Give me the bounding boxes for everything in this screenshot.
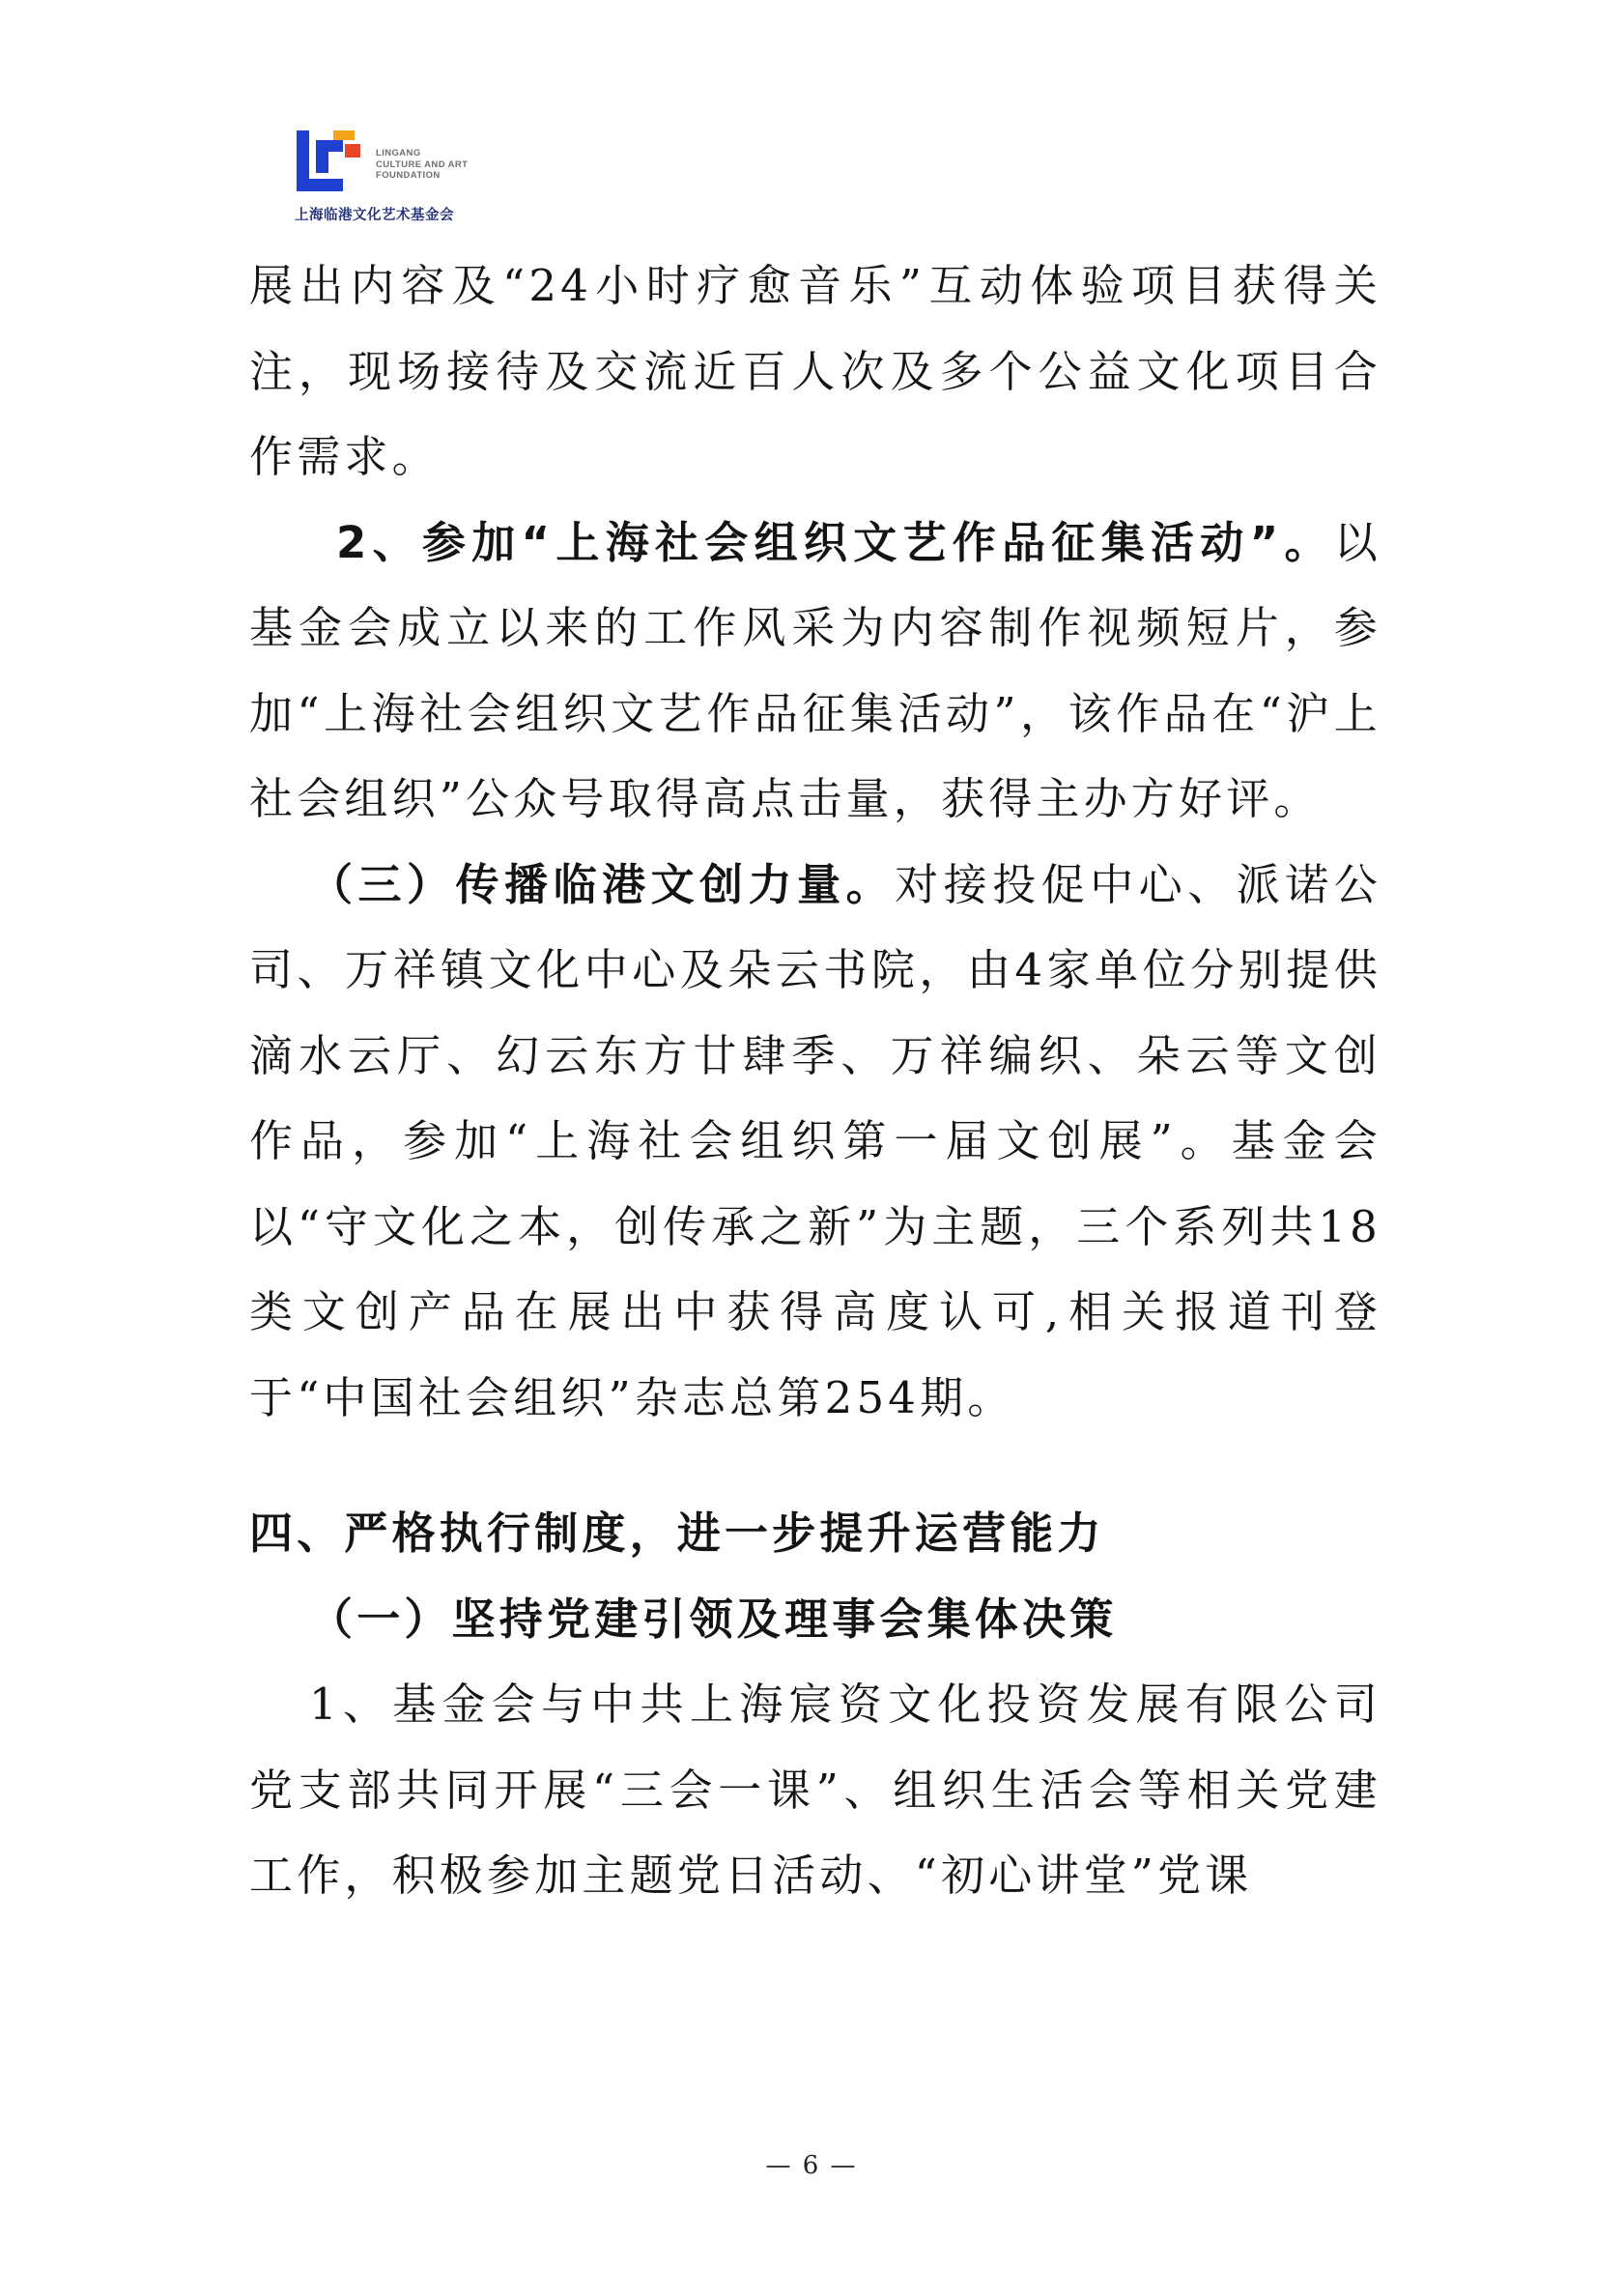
- paragraph-cultural-creative: [249, 843, 1381, 1442]
- logo-chinese-name: 上海临港文化艺术基金会: [295, 208, 454, 223]
- item-title-cultural-creative: （三）传播临港文创力量。: [309, 858, 896, 910]
- logo-english-name: [376, 148, 468, 182]
- document-body: [249, 244, 1381, 1919]
- subsection-heading-4-1: （一）坚持党建引领及理事会集体决策: [309, 1593, 1118, 1645]
- lc-logo-icon: [297, 130, 364, 192]
- paragraph-exhibition-result: 展出内容及“24小时疗愈音乐”互动体验项目获得关注，现场接待及交流近百人次及多个公益文化项目合作需求。: [249, 260, 1381, 482]
- item-title-video-collection: 2、参加“上海社会组织文艺作品征集活动”。: [336, 516, 1334, 568]
- logo-en-line: CULTURE AND ART: [376, 158, 469, 170]
- page-number: — 6 —: [765, 2151, 858, 2180]
- logo-en-line: LINGANG: [376, 148, 421, 158]
- section-heading-4: 四、严格执行制度，进一步提升运营能力: [249, 1507, 1105, 1559]
- item-body-cultural-creative: 对接投促中心、派诺公司、万祥镇文化中心及朵云书院，由4家单位分别提供滴水云厅、幻云东方廿肆季、万祥编织、朵云等文创作品，参加“上海社会组织第一届文创展”。基金会以“守文化之本，创传承之新”为主题，三个系列共18类文创产品在展出中获得高度认可,相关报道刊登于“中国社会组织”杂志总第254期。: [249, 858, 1381, 1423]
- item-body-video-collection: 以基金会成立以来的工作风采为内容制作视频短片，参加“上海社会组织文艺作品征集活动”，该作品在“沪上社会组织”公众号取得高点击量，获得主办方好评。: [249, 516, 1381, 824]
- foundation-logo: [295, 129, 488, 225]
- paragraph-video-collection: [249, 501, 1381, 843]
- section-gap: [249, 1441, 1381, 1491]
- logo-en-line: FOUNDATION: [376, 170, 441, 181]
- paragraph-party-building: 1、基金会与中共上海宸资文化投资发展有限公司党支部共同开展“三会一课”、组织生活会等相关党建工作，积极参加主题党日活动、“初心讲堂”党课: [249, 1679, 1381, 1901]
